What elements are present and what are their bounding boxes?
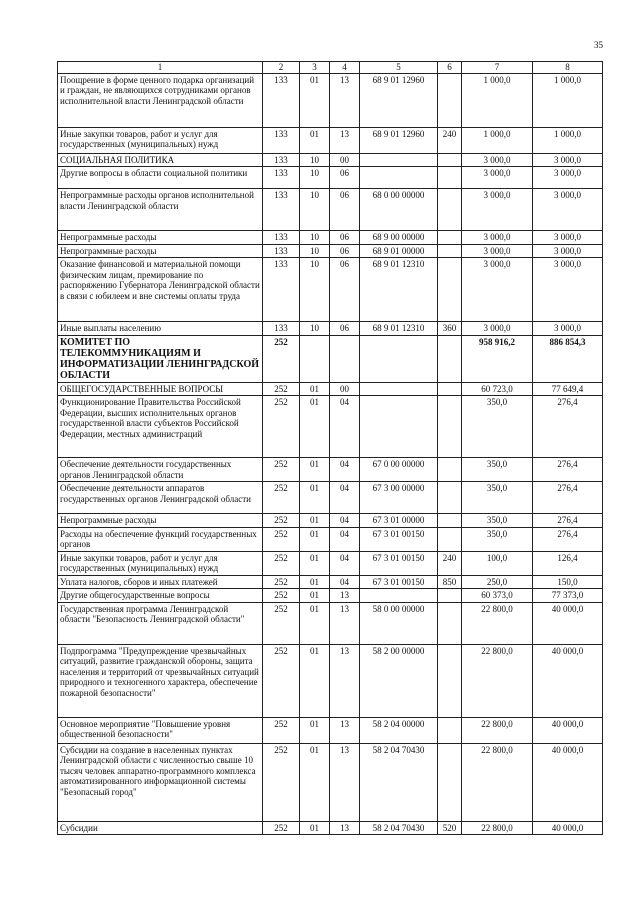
amount-2018: 958 916,2 [462, 335, 533, 382]
table-row [58, 821, 603, 835]
table-row [58, 322, 603, 336]
table-row [58, 458, 603, 482]
column-number: 7 [462, 62, 533, 74]
glava-code: 252 [263, 514, 300, 528]
section-code: 01 [300, 743, 330, 821]
target-article-code: 67 3 01 00150 [360, 527, 438, 551]
table-row [58, 153, 603, 167]
row-name: Иные выплаты населению [58, 322, 263, 336]
row-name: Уплата налогов, сборов и иных платежей [58, 575, 263, 589]
subsection-code: 06 [330, 258, 360, 322]
subsection-code: 13 [330, 127, 360, 153]
subsection-code: 13 [330, 73, 360, 127]
row-name: СОЦИАЛЬНАЯ ПОЛИТИКА [58, 153, 263, 167]
glava-code: 252 [263, 821, 300, 835]
glava-code: 133 [263, 322, 300, 336]
amount-2018: 350,0 [462, 527, 533, 551]
page-number: 35 [594, 40, 603, 50]
row-name: Обеспечение деятельности государственных органов Ленинградской области [58, 458, 263, 482]
section-code: 10 [300, 153, 330, 167]
table-row [58, 231, 603, 245]
target-article-code: 58 2 00 00000 [360, 644, 438, 717]
table-row [58, 575, 603, 589]
glava-code: 133 [263, 258, 300, 322]
table-row [58, 551, 603, 575]
expense-type-code [438, 231, 462, 245]
row-name: Непрограммные расходы органов исполнительной власти Ленинградской области [58, 189, 263, 231]
glava-code: 133 [263, 189, 300, 231]
target-article-code: 68 9 01 00000 [360, 244, 438, 258]
target-article-code: 58 0 00 00000 [360, 602, 438, 644]
table-row [58, 127, 603, 153]
subsection-code: 13 [330, 602, 360, 644]
amount-2018: 3 000,0 [462, 322, 533, 336]
amount-2019: 40 000,0 [533, 821, 603, 835]
subsection-code: 13 [330, 644, 360, 717]
subsection-code: 06 [330, 231, 360, 245]
table-row [58, 244, 603, 258]
glava-code: 133 [263, 231, 300, 245]
expense-type-code [438, 258, 462, 322]
subsection-code: 04 [330, 482, 360, 514]
subsection-code: 04 [330, 396, 360, 458]
amount-2018: 60 723,0 [462, 382, 533, 396]
amount-2018: 350,0 [462, 482, 533, 514]
row-name: Расходы на обеспечение функций государственных органов [58, 527, 263, 551]
expense-type-code [438, 382, 462, 396]
expense-type-code [438, 527, 462, 551]
amount-2019: 150,0 [533, 575, 603, 589]
expense-type-code: 240 [438, 551, 462, 575]
expense-type-code: 850 [438, 575, 462, 589]
section-code: 01 [300, 458, 330, 482]
amount-2019: 3 000,0 [533, 258, 603, 322]
amount-2019: 77 373,0 [533, 589, 603, 603]
target-article-code [360, 382, 438, 396]
target-article-code: 68 0 00 00000 [360, 189, 438, 231]
glava-code: 252 [263, 458, 300, 482]
glava-code: 133 [263, 127, 300, 153]
glava-code: 133 [263, 244, 300, 258]
column-number: 8 [533, 62, 603, 74]
amount-2018: 3 000,0 [462, 244, 533, 258]
amount-2019: 126,4 [533, 551, 603, 575]
amount-2019: 3 000,0 [533, 153, 603, 167]
row-name: Субсидии на создание в населенных пунктах Ленинградской области с численностью свыше 10 тысяч человек аппаратно-программного комплекса автоматизированного информационной системы "Безопасный город" [58, 743, 263, 821]
section-code: 01 [300, 482, 330, 514]
column-number: 6 [438, 62, 462, 74]
amount-2018: 3 000,0 [462, 189, 533, 231]
target-article-code [360, 335, 438, 382]
expense-type-code: 240 [438, 127, 462, 153]
target-article-code: 58 2 04 70430 [360, 743, 438, 821]
expense-type-code [438, 644, 462, 717]
section-code: 01 [300, 589, 330, 603]
table-row [58, 482, 603, 514]
section-code: 01 [300, 396, 330, 458]
subsection-code: 00 [330, 382, 360, 396]
glava-code: 252 [263, 575, 300, 589]
amount-2018: 350,0 [462, 458, 533, 482]
amount-2019: 886 854,3 [533, 335, 603, 382]
subsection-code: 00 [330, 153, 360, 167]
amount-2018: 1 000,0 [462, 127, 533, 153]
row-name: Поощрение в форме ценного подарка организаций и граждан, не являющихся сотрудниками органов исполнительной власти Ленинградской области [58, 73, 263, 127]
table-row [58, 382, 603, 396]
section-code: 01 [300, 382, 330, 396]
table-row [58, 335, 603, 382]
target-article-code: 68 9 01 12310 [360, 322, 438, 336]
subsection-code: 04 [330, 527, 360, 551]
amount-2019: 276,4 [533, 514, 603, 528]
row-name: Основное мероприятие "Повышение уровня общественной безопасности" [58, 717, 263, 743]
subsection-code: 13 [330, 717, 360, 743]
target-article-code: 68 9 01 12960 [360, 73, 438, 127]
amount-2019: 276,4 [533, 527, 603, 551]
amount-2019: 3 000,0 [533, 189, 603, 231]
amount-2019: 276,4 [533, 458, 603, 482]
row-name: Обеспечение деятельности аппаратов государственных органов Ленинградской области [58, 482, 263, 514]
table-row [58, 589, 603, 603]
amount-2018: 1 000,0 [462, 73, 533, 127]
glava-code: 252 [263, 396, 300, 458]
expense-type-code: 520 [438, 821, 462, 835]
expense-type-code: 360 [438, 322, 462, 336]
row-name: Непрограммные расходы [58, 514, 263, 528]
amount-2018: 22 800,0 [462, 743, 533, 821]
expense-type-code [438, 602, 462, 644]
row-name: ОБЩЕГОСУДАРСТВЕННЫЕ ВОПРОСЫ [58, 382, 263, 396]
section-code: 01 [300, 127, 330, 153]
target-article-code [360, 589, 438, 603]
glava-code: 252 [263, 717, 300, 743]
subsection-code: 06 [330, 322, 360, 336]
subsection-code: 13 [330, 589, 360, 603]
table-row [58, 717, 603, 743]
table-row [58, 527, 603, 551]
amount-2018: 3 000,0 [462, 153, 533, 167]
amount-2018: 60 373,0 [462, 589, 533, 603]
expense-type-code [438, 153, 462, 167]
expense-type-code [438, 335, 462, 382]
amount-2018: 350,0 [462, 396, 533, 458]
amount-2018: 3 000,0 [462, 231, 533, 245]
section-code: 10 [300, 167, 330, 189]
amount-2019: 276,4 [533, 396, 603, 458]
amount-2019: 3 000,0 [533, 244, 603, 258]
amount-2019: 1 000,0 [533, 73, 603, 127]
subsection-code [330, 335, 360, 382]
target-article-code: 58 2 04 70430 [360, 821, 438, 835]
expense-type-code [438, 396, 462, 458]
row-name: Другие вопросы в области социальной политики [58, 167, 263, 189]
table-row [58, 258, 603, 322]
table-row [58, 189, 603, 231]
table-row [58, 514, 603, 528]
amount-2018: 350,0 [462, 514, 533, 528]
amount-2019: 40 000,0 [533, 717, 603, 743]
glava-code: 252 [263, 743, 300, 821]
expense-type-code [438, 482, 462, 514]
row-name: Подпрограмма "Предупреждение чрезвычайных ситуаций, развитие гражданской обороны, защита населения и территорий от чрезвычайных ситуаций природного и техногенного характера, обеспечение пожарной безопасности" [58, 644, 263, 717]
subsection-code: 06 [330, 167, 360, 189]
amount-2018: 22 800,0 [462, 821, 533, 835]
amount-2018: 22 800,0 [462, 602, 533, 644]
column-number-row [58, 62, 603, 74]
glava-code: 252 [263, 482, 300, 514]
column-number: 1 [58, 62, 263, 74]
expense-type-code [438, 717, 462, 743]
expense-type-code [438, 589, 462, 603]
column-number: 3 [300, 62, 330, 74]
target-article-code [360, 396, 438, 458]
row-name: КОМИТЕТ ПО ТЕЛЕКОММУНИКАЦИЯМ И ИНФОРМАТИЗАЦИИ ЛЕНИНГРАДСКОЙ ОБЛАСТИ [58, 335, 263, 382]
subsection-code: 04 [330, 458, 360, 482]
subsection-code: 04 [330, 551, 360, 575]
table-row [58, 743, 603, 821]
amount-2018: 3 000,0 [462, 167, 533, 189]
target-article-code: 68 9 00 00000 [360, 231, 438, 245]
expense-type-code [438, 244, 462, 258]
row-name: Иные закупки товаров, работ и услуг для государственных (муниципальных) нужд [58, 551, 263, 575]
target-article-code: 67 3 01 00150 [360, 575, 438, 589]
section-code: 10 [300, 244, 330, 258]
amount-2018: 250,0 [462, 575, 533, 589]
expense-type-code [438, 167, 462, 189]
amount-2019: 3 000,0 [533, 231, 603, 245]
column-number: 5 [360, 62, 438, 74]
subsection-code: 04 [330, 575, 360, 589]
amount-2019: 3 000,0 [533, 322, 603, 336]
table-row [58, 602, 603, 644]
target-article-code: 58 2 04 00000 [360, 717, 438, 743]
expense-type-code [438, 514, 462, 528]
glava-code: 133 [263, 153, 300, 167]
amount-2018: 22 800,0 [462, 717, 533, 743]
row-name: Непрограммные расходы [58, 244, 263, 258]
subsection-code: 13 [330, 743, 360, 821]
expense-type-code [438, 73, 462, 127]
section-code [300, 335, 330, 382]
section-code: 01 [300, 527, 330, 551]
table-row [58, 73, 603, 127]
target-article-code: 68 9 01 12310 [360, 258, 438, 322]
glava-code: 252 [263, 589, 300, 603]
target-article-code [360, 167, 438, 189]
amount-2019: 77 649,4 [533, 382, 603, 396]
row-name: Непрограммные расходы [58, 231, 263, 245]
glava-code: 252 [263, 335, 300, 382]
subsection-code: 13 [330, 821, 360, 835]
section-code: 10 [300, 189, 330, 231]
glava-code: 133 [263, 167, 300, 189]
target-article-code: 67 3 01 00150 [360, 551, 438, 575]
subsection-code: 04 [330, 514, 360, 528]
row-name: Субсидии [58, 821, 263, 835]
row-name: Государственная программа Ленинградской области "Безопасность Ленинградской области" [58, 602, 263, 644]
amount-2019: 3 000,0 [533, 167, 603, 189]
expense-type-code [438, 743, 462, 821]
amount-2019: 40 000,0 [533, 602, 603, 644]
glava-code: 252 [263, 602, 300, 644]
amount-2019: 276,4 [533, 482, 603, 514]
section-code: 10 [300, 322, 330, 336]
section-code: 10 [300, 258, 330, 322]
glava-code: 252 [263, 551, 300, 575]
target-article-code: 67 3 01 00000 [360, 514, 438, 528]
section-code: 01 [300, 821, 330, 835]
amount-2019: 40 000,0 [533, 644, 603, 717]
expense-type-code [438, 189, 462, 231]
column-number: 2 [263, 62, 300, 74]
table-row [58, 167, 603, 189]
amount-2019: 1 000,0 [533, 127, 603, 153]
row-name: Другие общегосударственные вопросы [58, 589, 263, 603]
glava-code: 252 [263, 527, 300, 551]
budget-table [57, 61, 603, 835]
amount-2018: 22 800,0 [462, 644, 533, 717]
section-code: 10 [300, 231, 330, 245]
section-code: 01 [300, 514, 330, 528]
table-row [58, 396, 603, 458]
target-article-code [360, 153, 438, 167]
row-name: Функционирование Правительства Российской Федерации, высших исполнительных органов государственной власти субъектов Российской Федерации, местных администраций [58, 396, 263, 458]
target-article-code: 67 0 00 00000 [360, 458, 438, 482]
expense-type-code [438, 458, 462, 482]
column-number: 4 [330, 62, 360, 74]
section-code: 01 [300, 644, 330, 717]
section-code: 01 [300, 602, 330, 644]
glava-code: 133 [263, 73, 300, 127]
amount-2019: 40 000,0 [533, 743, 603, 821]
subsection-code: 06 [330, 244, 360, 258]
row-name: Оказание финансовой и материальной помощи физическим лицам, премирование по распоряжению Губернатора Ленинградской области в связи с юбилеем и вне системы оплаты труда [58, 258, 263, 322]
table-row [58, 644, 603, 717]
section-code: 01 [300, 73, 330, 127]
glava-code: 252 [263, 382, 300, 396]
glava-code: 252 [263, 644, 300, 717]
target-article-code: 67 3 00 00000 [360, 482, 438, 514]
row-name: Иные закупки товаров, работ и услуг для государственных (муниципальных) нужд [58, 127, 263, 153]
amount-2018: 100,0 [462, 551, 533, 575]
section-code: 01 [300, 717, 330, 743]
amount-2018: 3 000,0 [462, 258, 533, 322]
target-article-code: 68 9 01 12960 [360, 127, 438, 153]
subsection-code: 06 [330, 189, 360, 231]
section-code: 01 [300, 551, 330, 575]
section-code: 01 [300, 575, 330, 589]
